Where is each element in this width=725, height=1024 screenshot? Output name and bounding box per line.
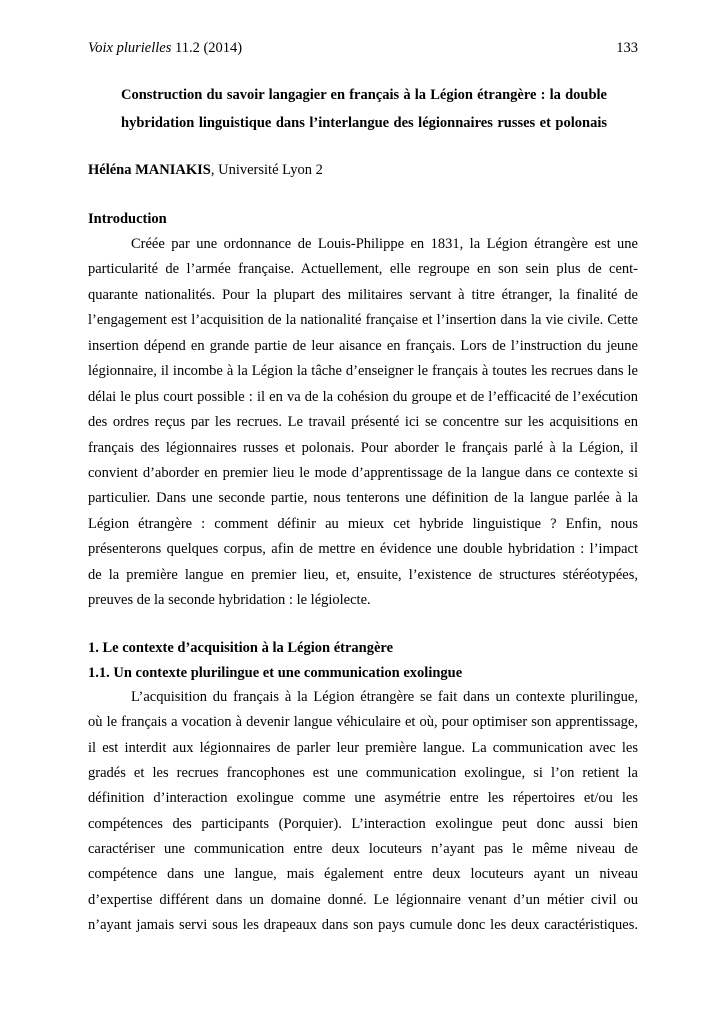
page-number: 133: [616, 40, 638, 56]
paragraph-line: particularité de l’armée française. Actuellement, elle regroupe en son sein plus de cent-: [88, 261, 638, 278]
paragraph-line: n’ayant jamais servi sous les drapeaux dans son pays cumule donc les deux caractéristiques.: [88, 916, 638, 933]
paragraph-line: preuves de la seconde hybridation : le légiolecte.: [88, 592, 371, 609]
paragraph-line: particulier. Dans une seconde partie, nous tenterons une définition de la langue parlée à la: [88, 490, 638, 507]
author-name: Héléna MANIAKIS: [88, 162, 211, 178]
paragraph-line: gradés et les recrues francophones est une communication exolingue, si l’on retient la: [88, 764, 638, 781]
introduction-heading: Introduction: [88, 211, 167, 227]
paragraph-line: légionnaire, il incombe à la Légion la tâche d’enseigner le français à toutes les recrues dans le: [88, 363, 638, 380]
issue-info: 11.2 (2014): [175, 40, 243, 56]
paragraph-line: présenterons quelques corpus, afin de mettre en évidence une double hybridation : l’impact: [88, 541, 638, 558]
author-affiliation: , Université Lyon 2: [210, 162, 323, 178]
paragraph-introduction: [88, 232, 638, 614]
paragraph-line: caractériser une communication entre deux locuteurs n’ayant pas le même niveau de: [88, 840, 638, 857]
paragraph-line: où le français a vocation à devenir langue véhiculaire et où, pour optimiser son apprentissage,: [88, 714, 638, 731]
paragraph-line: insertion dépend en grande partie de leur aisance en français. Lors de l’instruction du jeune: [88, 337, 638, 354]
paragraph-line: français des légionnaires russes et polonais. Pour aborder le français parlé à la Légion, il: [88, 439, 638, 456]
journal-title: Voix plurielles: [88, 40, 172, 56]
paragraph-line: d’expertise différent dans un domaine donné. Le légionnaire venant d’un métier civil ou: [88, 891, 638, 908]
paragraph-subsection-1-1: [88, 685, 638, 938]
running-header: [88, 36, 638, 61]
paragraph-line: L’acquisition du français à la Légion étrangère se fait dans un contexte plurilingue,: [131, 689, 638, 705]
section-heading: 1. Le contexte d’acquisition à la Légion étrangère: [88, 640, 394, 656]
paragraph-line: compétence dans une langue, mais également entre deux locuteurs ayant un niveau: [88, 866, 638, 883]
paragraph-line: convient d’aborder en premier lieu le mode d’apprentissage de la langue dans ce contexte si: [88, 464, 638, 481]
article-title: [121, 82, 607, 137]
paragraph-line: délai le plus court possible : il en va de la cohésion du groupe et de l’efficacité de l’exécution: [88, 388, 638, 405]
subsection-heading: 1.1. Un contexte plurilingue et une communication exolingue: [88, 665, 463, 681]
paragraph-line: des ordres reçus par les recrues. Le travail présenté ici se concentre sur les acquisitions en: [88, 414, 638, 431]
paragraph-line: il est interdit aux légionnaires de parler leur première langue. La communication avec les: [88, 739, 638, 756]
paragraph-line: de la première langue en premier lieu, et, ensuite, l’existence de structures stéréotypées,: [88, 566, 638, 583]
paragraph-line: compétences des participants (Porquier). L’interaction exolingue peut donc aussi bien: [88, 815, 638, 832]
paragraph-line: Créée par une ordonnance de Louis-Philippe en 1831, la Légion étrangère est une: [131, 236, 638, 252]
article-title-line: Construction du savoir langagier en français à la Légion étrangère : la double: [121, 87, 607, 103]
article-title-line: hybridation linguistique dans l’interlangue des légionnaires russes et polonais: [121, 114, 607, 131]
author-line: [88, 158, 638, 183]
paragraph-line: Légion étrangère : comment définir au mieux cet hybride linguistique ? Enfin, nous: [88, 515, 638, 532]
paragraph-line: quarante nationalités. Pour la plupart des militaires servant à titre étranger, la finalité de: [88, 286, 638, 303]
paragraph-line: l’engagement est l’acquisition de la nationalité française et l’insertion dans la vie civile. Cette: [88, 312, 638, 329]
paragraph-line: définition d’interaction exolingue comme une asymétrie entre les répertoires et/ou les: [88, 790, 638, 807]
